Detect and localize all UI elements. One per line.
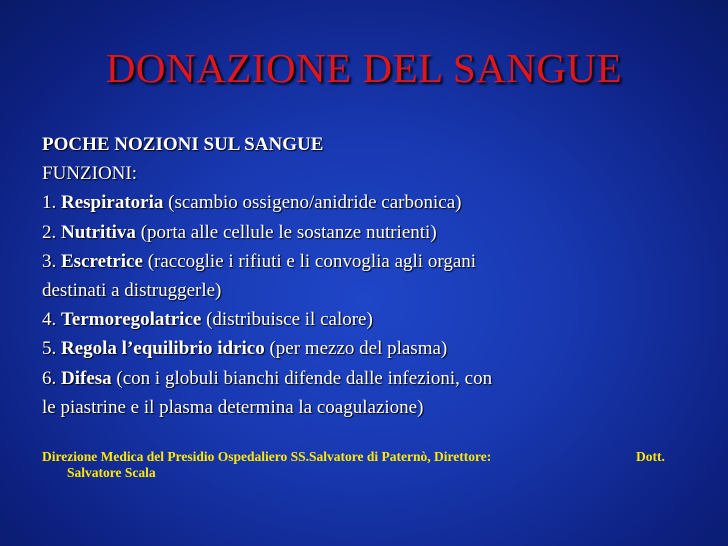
item-term: Termoregolatrice — [61, 309, 202, 331]
footer-text: Direzione Medica del Presidio Ospedaliero SS.Salvatore di Paternò, Direttore: — [42, 449, 492, 464]
section-heading: POCHE NOZIONI SUL SANGUE — [42, 134, 324, 155]
item-term: Regola l’equilibrio idrico — [61, 338, 265, 360]
footer-line — [42, 449, 682, 465]
slide-body — [42, 130, 702, 422]
item-description: (con i globuli bianchi difende dalle infezioni, con — [116, 367, 493, 389]
item-number: 3. — [42, 250, 57, 272]
item-term: Escretrice — [61, 250, 143, 272]
function-item-2 — [42, 218, 702, 247]
item-number: 4. — [42, 309, 57, 331]
slide-title: DONAZIONE DEL SANGUE — [105, 45, 623, 91]
function-item-6-continuation: le piastrine e il plasma determina la coagulazione) — [42, 396, 424, 418]
function-item-3 — [42, 247, 702, 276]
item-term: Respiratoria — [61, 192, 164, 214]
item-number: 1. — [42, 192, 57, 214]
item-description: (porta alle cellule le sostanze nutrienti) — [140, 221, 437, 243]
item-number: 5. — [42, 338, 57, 360]
function-item-3-continuation: destinati a distruggerle) — [42, 280, 222, 302]
item-term: Difesa — [61, 367, 112, 389]
function-item-1 — [42, 188, 702, 217]
item-number: 6. — [42, 367, 57, 389]
footer-title-suffix: Dott. — [636, 449, 665, 464]
item-description: (distribuisce il calore) — [206, 309, 373, 331]
item-number: 2. — [42, 221, 57, 243]
section-subheading: FUNZIONI: — [42, 163, 137, 185]
footer-name: Salvatore Scala — [67, 465, 156, 480]
item-term: Nutritiva — [61, 221, 136, 243]
function-item-5 — [42, 334, 702, 363]
function-item-4 — [42, 305, 702, 334]
function-item-6 — [42, 364, 702, 393]
item-description: (per mezzo del plasma) — [269, 338, 448, 360]
item-description: (scambio ossigeno/anidride carbonica) — [168, 192, 462, 214]
item-description: (raccoglie i rifiuti e li convoglia agli organi — [147, 250, 477, 272]
slide-footer — [42, 449, 682, 481]
